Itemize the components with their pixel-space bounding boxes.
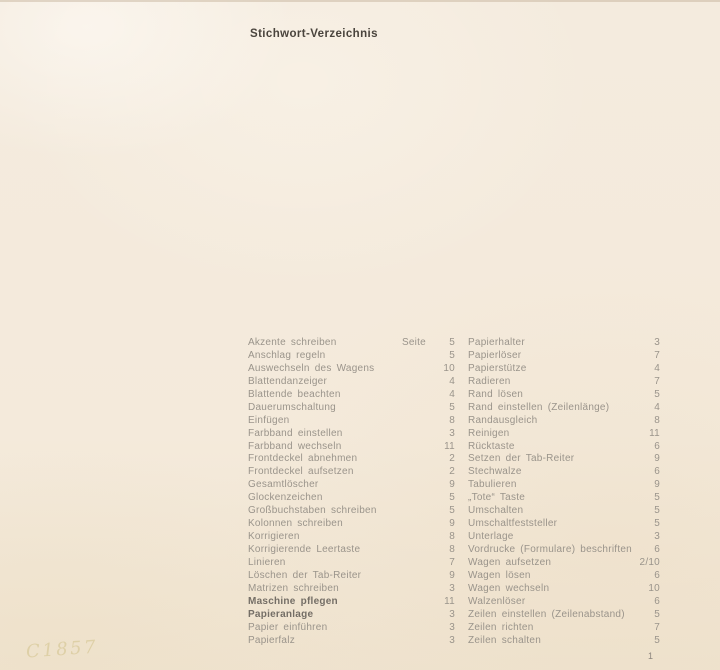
index-entry-page: 5 (449, 492, 455, 504)
index-entry-page: 4 (449, 375, 455, 387)
index-entry-label: Farbband einstellen (248, 427, 343, 439)
index-row (468, 441, 660, 454)
index-entry-page: 10 (648, 582, 660, 594)
index-row (248, 557, 455, 570)
index-entry-label: Akzente schreiben (248, 337, 337, 348)
index-row (468, 583, 660, 596)
index-row (248, 544, 455, 557)
index-entry-page: 5 (449, 505, 455, 517)
index-entry-label: Blattendanzeiger (248, 375, 328, 387)
index-entry-label: Radieren (468, 375, 511, 387)
page-number: 1 (648, 651, 654, 661)
index-entry-page: 3 (654, 531, 660, 543)
index-row (248, 570, 455, 583)
index-entry-page: 9 (449, 569, 455, 581)
index-entry-label: Farbband wechseln (248, 440, 342, 452)
index-entry-page: 8 (449, 544, 455, 555)
index-row (248, 389, 455, 402)
index-row (248, 518, 455, 531)
index-entry-page: 2/10 (639, 556, 660, 568)
index-entry-page: 7 (654, 375, 660, 387)
index-entry-label: Umschaltfeststeller (468, 518, 558, 530)
index-entry-label: Auswechseln des Wagens (248, 362, 375, 374)
index-entry-label: Papierfalz (248, 634, 295, 646)
index-entry-label: Wagen aufsetzen (468, 556, 552, 568)
index-entry-label: Vordrucke (Formulare) beschriften (468, 544, 632, 555)
index-entry-page: 9 (654, 453, 660, 465)
index-entry-label: Korrigieren (248, 531, 300, 543)
index-row (248, 428, 455, 441)
index-row (468, 350, 660, 363)
index-entry-page: 3 (449, 634, 455, 646)
index-row (248, 466, 455, 479)
index-entry-label: Maschine pflegen (248, 595, 338, 607)
index-entry-label: Stechwalze (468, 466, 522, 478)
index-row (468, 415, 660, 428)
index-entry-label: Kolonnen schreiben (248, 518, 343, 530)
index-row (248, 415, 455, 428)
index-entry-page: 8 (449, 531, 455, 543)
index-entry-page: 5 (449, 401, 455, 413)
index-entry-label: Walzenlöser (468, 595, 526, 607)
index-entry-label: Einfügen (248, 414, 290, 426)
index-row (248, 402, 455, 415)
index-entry-page: 6 (654, 440, 660, 452)
index-entry-label: Zeilen richten (468, 621, 534, 633)
index-entry-page: 11 (649, 427, 660, 439)
index-entry-page: 7 (449, 556, 455, 568)
index-column-left (248, 337, 455, 648)
index-entry-page: 6 (654, 569, 660, 581)
index-row (468, 596, 660, 609)
index-row (468, 466, 660, 479)
index-entry-label: Wagen wechseln (468, 582, 550, 594)
index-row (248, 635, 455, 648)
index-row (468, 622, 660, 635)
index-entry-label: Papierhalter (468, 337, 525, 348)
index-row (248, 350, 455, 363)
index-entry-page: 3 (449, 608, 455, 620)
index-column-right (468, 337, 660, 648)
index-row (248, 622, 455, 635)
index-row (248, 492, 455, 505)
index-entry-page: 6 (654, 595, 660, 607)
index-row (468, 570, 660, 583)
index-entry-label: Rand einstellen (Zeilenlänge) (468, 401, 610, 413)
index-entry-page: 5 (449, 349, 455, 361)
index-entry-page: 2 (449, 453, 455, 465)
index-entry-label: Dauerumschaltung (248, 401, 336, 413)
index-row (468, 428, 660, 441)
index-entry-page: 3 (449, 582, 455, 594)
index-row (248, 596, 455, 609)
index-entry-label: Papier einführen (248, 621, 328, 633)
index-entry-page: 8 (654, 414, 660, 426)
index-row (468, 389, 660, 402)
index-row (468, 531, 660, 544)
index-entry-label: Zeilen einstellen (Zeilenabstand) (468, 608, 625, 620)
index-row (468, 337, 660, 350)
index-entry-label: Papierstütze (468, 362, 527, 374)
page-title: Stichwort-Verzeichnis (250, 28, 378, 40)
index-entry-label: Großbuchstaben schreiben (248, 505, 377, 517)
index-entry-label: Löschen der Tab-Reiter (248, 569, 362, 581)
index-row (468, 363, 660, 376)
index-entry-label: Papieranlage (248, 608, 314, 620)
index-row (248, 441, 455, 454)
index-entry-label: Setzen der Tab-Reiter (468, 453, 575, 465)
index-row (468, 609, 660, 622)
index-row (468, 402, 660, 415)
index-row (248, 609, 455, 622)
index-entry-label: Gesamtlöscher (248, 479, 319, 491)
index-entry-page: 3 (449, 621, 455, 633)
index-entry-label: Anschlag regeln (248, 349, 326, 361)
index-entry-label: Zeilen schalten (468, 634, 542, 646)
index-row (468, 635, 660, 648)
index-entry-label: Randausgleich (468, 414, 538, 426)
index-entry-page: 4 (449, 388, 455, 400)
index-row (248, 583, 455, 596)
index-entry-page: 5 (654, 388, 660, 400)
index-entry-page: 11 (444, 440, 455, 452)
index-row (248, 337, 455, 350)
index-entry-page: 5 (449, 337, 455, 348)
index-entry-label: Korrigierende Leertaste (248, 544, 361, 555)
index-entry-page: 9 (654, 479, 660, 491)
index-entry-label: Papierlöser (468, 349, 522, 361)
index-entry-page: 6 (654, 544, 660, 555)
index-entry-label: Frontdeckel abnehmen (248, 453, 358, 465)
index-entry-label: Matrizen schreiben (248, 582, 339, 594)
index-entry-label: Umschalten (468, 505, 524, 517)
index-entry-label: Unterlage (468, 531, 514, 543)
index-row (248, 479, 455, 492)
index-entry-page: 5 (654, 505, 660, 517)
index-entry-label: Rand lösen (468, 388, 524, 400)
index-entry-page: 7 (654, 349, 660, 361)
index-entry-page: 3 (654, 337, 660, 348)
index-row (248, 363, 455, 376)
index-entry-label: Rücktaste (468, 440, 515, 452)
index-row (248, 505, 455, 518)
index-entry-label: Wagen lösen (468, 569, 531, 581)
index-entry-page: 5 (654, 518, 660, 530)
index-entry-page: 9 (449, 479, 455, 491)
seite-label: Seite (401, 337, 426, 348)
index-entry-page: 11 (444, 595, 455, 607)
index-entry-page: 4 (654, 362, 660, 374)
index-entry-label: Frontdeckel aufsetzen (248, 466, 354, 478)
index-entry-page: 7 (654, 621, 660, 633)
index-entry-page: 5 (654, 634, 660, 646)
index-entry-label: „Tote“ Taste (468, 492, 526, 504)
index-entry-label: Reinigen (468, 427, 510, 439)
index-entry-page: 5 (654, 608, 660, 620)
index-row (248, 453, 455, 466)
index-row (248, 376, 455, 389)
index-row (468, 557, 660, 570)
index-entry-page: 6 (654, 466, 660, 478)
index-entry-page: 10 (443, 362, 455, 374)
index-row (468, 479, 660, 492)
index-entry-label: Tabulieren (468, 479, 517, 491)
handwritten-archive-mark: C1857 (25, 636, 99, 663)
index-entry-label: Blattende beachten (248, 388, 341, 400)
index-entry-page: 5 (654, 492, 660, 504)
index-entry-page: 8 (449, 414, 455, 426)
index-entry-label: Glockenzeichen (248, 492, 323, 504)
index-row (248, 531, 455, 544)
index-row (468, 453, 660, 466)
index-entry-page: 4 (654, 401, 660, 413)
index-row (468, 492, 660, 505)
index-row (468, 544, 660, 557)
index-row (468, 518, 660, 531)
index-row (468, 376, 660, 389)
index-entry-page: 9 (449, 518, 455, 530)
index-entry-page: 2 (449, 466, 455, 478)
index-entry-page: 3 (449, 427, 455, 439)
index-row (468, 505, 660, 518)
index-entry-label: Linieren (248, 556, 286, 568)
